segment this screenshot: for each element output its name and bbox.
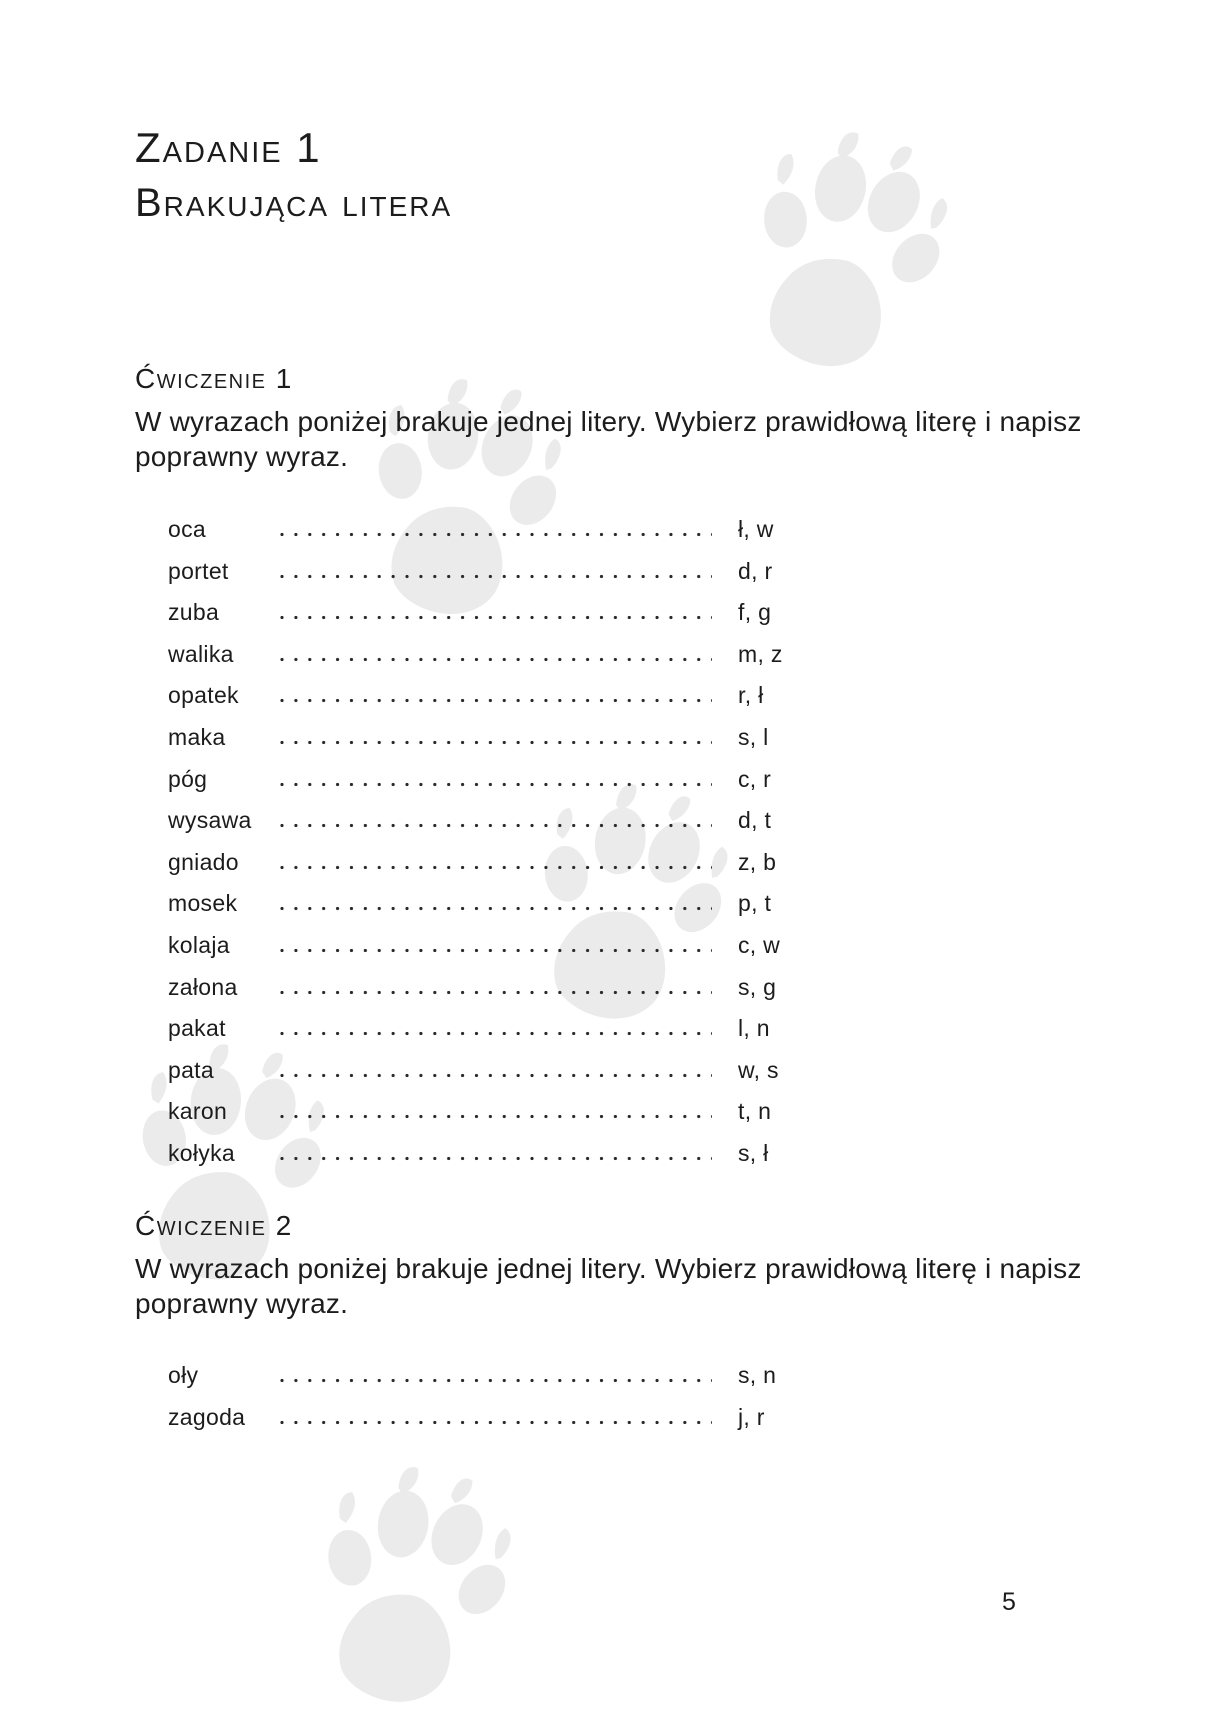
dotted-answer-line	[280, 1031, 712, 1036]
word-row	[168, 842, 783, 884]
letter-options: m, z	[738, 640, 783, 667]
dotted-answer-line	[280, 948, 712, 953]
word-row	[168, 675, 783, 717]
word-row	[168, 1354, 776, 1396]
word-label: portet	[168, 557, 229, 584]
word-label: oca	[168, 516, 206, 542]
word-row	[168, 1091, 783, 1133]
word-label: wysawa	[168, 807, 252, 834]
word-label: pata	[168, 1056, 214, 1083]
letter-options: ł, w	[738, 516, 774, 542]
dotted-answer-line	[280, 906, 712, 911]
word-label: pakat	[168, 1015, 226, 1042]
word-label: mosek	[168, 890, 238, 917]
dotted-answer-line	[280, 532, 712, 537]
word-row	[168, 1133, 783, 1175]
page-title	[135, 120, 452, 230]
dotted-answer-line	[280, 615, 712, 620]
word-label: walika	[168, 640, 234, 667]
letter-options: d, t	[738, 807, 772, 834]
letter-options: j, r	[738, 1404, 765, 1430]
word-label: zagoda	[168, 1404, 246, 1430]
word-label: opatek	[168, 682, 239, 709]
task-subtitle: Brakująca litera	[135, 181, 453, 225]
word-label: póg	[168, 765, 208, 792]
letter-options: s, ł	[738, 1139, 769, 1166]
word-label: zuba	[168, 599, 220, 626]
word-row	[168, 717, 783, 759]
word-label: karon	[168, 1098, 228, 1125]
word-row	[168, 759, 783, 801]
word-row	[168, 509, 783, 551]
word-row	[168, 925, 783, 967]
task-title: Zadanie 1	[135, 124, 322, 171]
dotted-answer-line	[280, 1420, 712, 1425]
word-row	[168, 634, 783, 676]
letter-options: c, r	[738, 765, 772, 792]
word-label: kołyka	[168, 1139, 235, 1166]
dotted-answer-line	[280, 823, 712, 828]
letter-options: r, ł	[738, 682, 764, 709]
word-row	[168, 967, 783, 1009]
letter-options: s, n	[738, 1362, 777, 1388]
word-label: maka	[168, 723, 226, 750]
letter-options: l, n	[738, 1015, 770, 1042]
dotted-answer-line	[280, 1114, 712, 1119]
letter-options: t, n	[738, 1098, 772, 1125]
exercise2-word-list	[168, 1354, 776, 1438]
letter-options: f, g	[738, 599, 772, 626]
dotted-answer-line	[280, 1156, 712, 1161]
letter-options: p, t	[738, 890, 772, 917]
instruction-line: W wyrazach poniżej brakuje jednej litery. Wybierz prawidłową literę i napisz	[135, 406, 1082, 437]
exercise2-heading: Ćwiczenie 2	[135, 1210, 293, 1241]
instruction-line: W wyrazach poniżej brakuje jednej litery. Wybierz prawidłową literę i napisz	[135, 1253, 1082, 1284]
word-row	[168, 1008, 783, 1050]
dotted-answer-line	[280, 698, 712, 703]
dotted-answer-line	[280, 1378, 712, 1383]
letter-options: w, s	[738, 1056, 779, 1083]
word-row	[168, 800, 783, 842]
exercise1-instruction	[135, 404, 1082, 474]
dotted-answer-line	[280, 782, 712, 787]
instruction-line: poprawny wyraz.	[135, 1288, 349, 1319]
dotted-answer-line	[280, 990, 712, 995]
dotted-answer-line	[280, 865, 712, 870]
word-row	[168, 1396, 776, 1438]
dotted-answer-line	[280, 574, 712, 579]
word-row	[168, 883, 783, 925]
letter-options: c, w	[738, 931, 781, 958]
word-row	[168, 551, 783, 593]
dotted-answer-line	[280, 1073, 712, 1078]
letter-options: d, r	[738, 557, 773, 584]
instruction-line: poprawny wyraz.	[135, 441, 349, 472]
dotted-answer-line	[280, 657, 712, 662]
letter-options: z, b	[738, 848, 777, 875]
word-label: gniado	[168, 848, 239, 875]
word-label: kolaja	[168, 931, 230, 958]
page-number: 5	[1002, 1588, 1016, 1616]
word-row	[168, 592, 783, 634]
word-row	[168, 1050, 783, 1092]
word-label: załona	[168, 973, 238, 1000]
letter-options: s, g	[738, 973, 777, 1000]
exercise1-word-list	[168, 509, 783, 1175]
letter-options: s, l	[738, 723, 769, 750]
dotted-answer-line	[280, 740, 712, 745]
exercise1-heading: Ćwiczenie 1	[135, 363, 293, 394]
word-label: oły	[168, 1362, 199, 1388]
exercise2-instruction	[135, 1251, 1082, 1321]
